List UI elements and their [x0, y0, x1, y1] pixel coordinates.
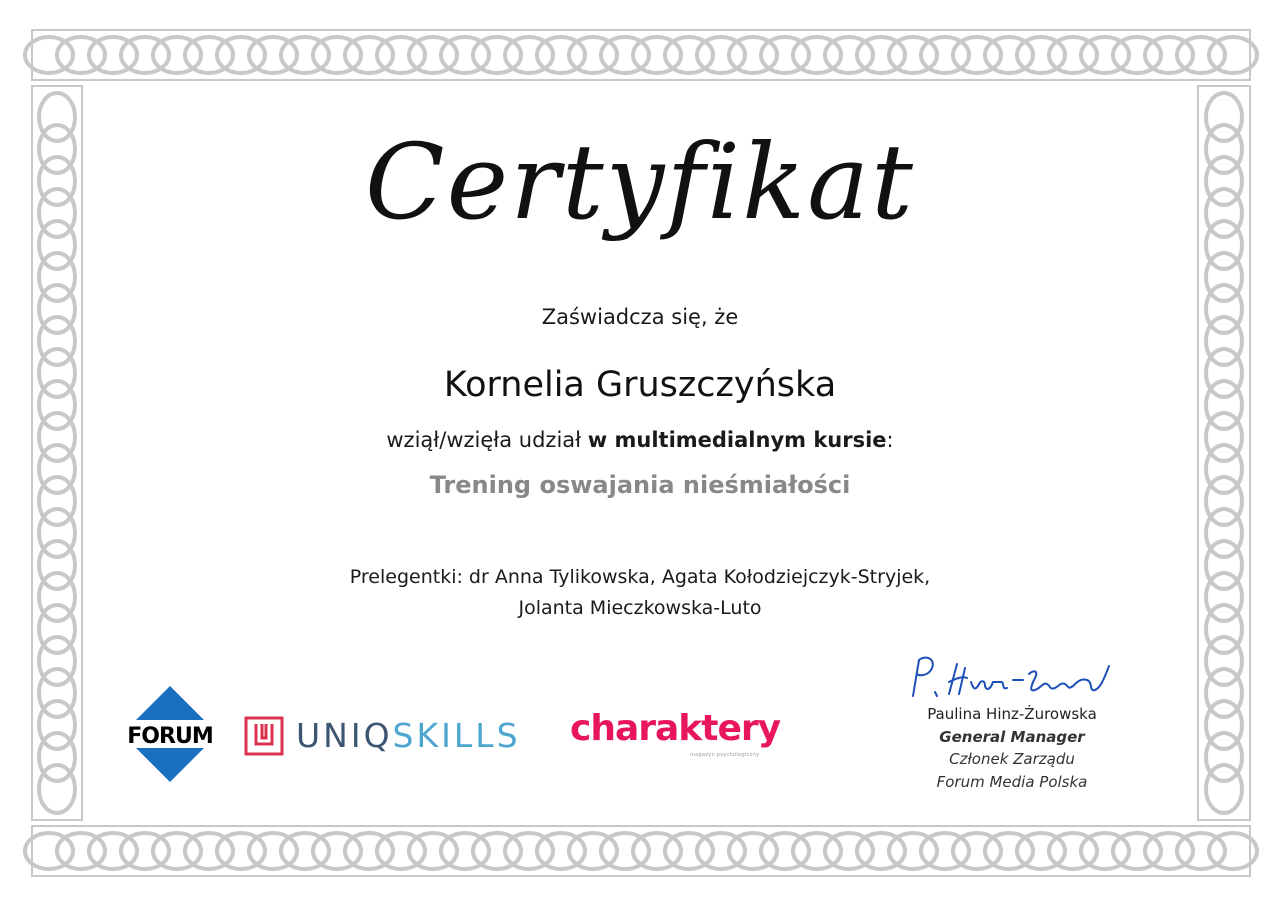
speakers-line-2: Jolanta Mieczkowska-Luto	[518, 597, 762, 619]
forum-logo-text: FORUM	[127, 724, 213, 749]
charaktery-logo: charaktery	[570, 708, 781, 749]
participation-suffix: :	[886, 428, 894, 452]
participation-prefix: wziął/wzięła udział	[386, 428, 588, 452]
signature-block	[900, 703, 1124, 793]
signer-name: Paulina Hinz-Żurowska	[927, 705, 1097, 723]
signer-role-2: Członek Zarządu	[949, 750, 1075, 768]
participation-bold: w multimedialnym kursie	[587, 428, 887, 452]
forum-logo	[122, 686, 218, 782]
speakers-line-1: Prelegentki: dr Anna Tylikowska, Agata Kołodziejczyk-Stryjek,	[349, 566, 931, 588]
charaktery-tagline: magazyn psychologiczny	[690, 752, 760, 758]
uniqskills-wordmark-a: UNIQ	[296, 716, 393, 755]
signer-company: Forum Media Polska	[936, 772, 1088, 791]
signer-role-1: General Manager	[939, 727, 1085, 746]
speakers-list	[0, 562, 1280, 624]
handwritten-signature	[905, 652, 1115, 704]
recipient-name: Kornelia Gruszczyńska	[443, 365, 837, 405]
uniqskills-wordmark	[296, 714, 521, 758]
uniqskills-mark-icon	[244, 716, 284, 756]
uniqskills-logo	[244, 714, 521, 758]
certificate-title: Certyfikat	[365, 121, 915, 243]
attestation-text: Zaświadcza się, że	[541, 305, 739, 329]
participation-text	[0, 428, 1280, 452]
course-title: Trening oswajania nieśmiałości	[429, 471, 851, 499]
uniqskills-wordmark-b: SKILLS	[392, 716, 521, 755]
